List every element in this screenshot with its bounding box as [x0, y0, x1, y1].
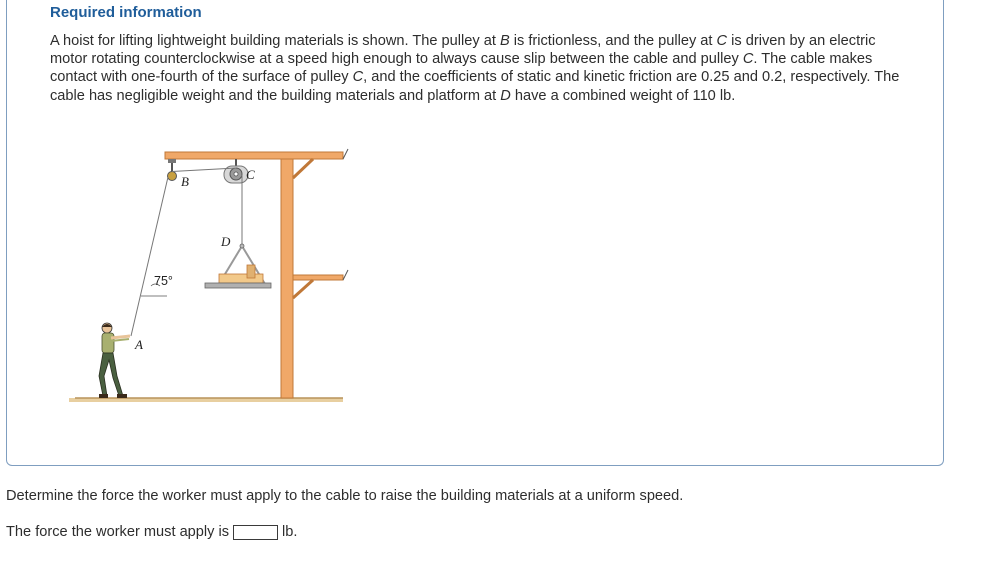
worker-left-boot — [99, 394, 108, 398]
top-beam-break — [343, 149, 348, 159]
statement-text-3: is driven by an electric motor rotating counterclockwise at a speed high enough to always cause slip between the cable and pulley — [50, 33, 876, 68]
label-c: C — [246, 167, 255, 182]
required-information-title: Required information — [50, 4, 202, 21]
answer-row — [6, 524, 297, 540]
worker-torso — [102, 333, 114, 353]
statement-text-2: is frictionless, and the pulley at — [509, 33, 717, 49]
label-d: D — [221, 234, 231, 249]
worker-right-boot — [117, 394, 127, 398]
worker-legs — [99, 353, 123, 396]
force-answer-input[interactable] — [233, 525, 278, 540]
statement-text-4: . The cable makes contact with one-fourth of the surface of pulley — [50, 51, 873, 86]
required-information-panel — [6, 0, 944, 466]
label-a: A — [135, 337, 143, 352]
top-brace — [293, 159, 313, 178]
statement-symbol-c1: C — [716, 33, 728, 49]
question-text: Determine the force the worker must apply to the cable to raise the building materials at a uniform speed. — [6, 488, 684, 504]
platform — [205, 283, 271, 288]
statement-text-5: , and the coefficients of static and kinetic friction are 0.25 and 0.2, respectively. The cable has negligible weight and the building materials and platform at — [50, 69, 900, 104]
middle-arm-break — [343, 270, 348, 280]
statement-text-6: have a combined weight of 110 lb. — [510, 87, 736, 104]
worker-arm — [111, 336, 130, 338]
hanger-ring — [240, 244, 244, 248]
statement-symbol-c3: C — [352, 69, 364, 86]
frame-top-beam — [165, 152, 343, 159]
hoist-figure — [69, 146, 353, 412]
statement-symbol-c2: C — [742, 51, 754, 68]
material-block — [247, 265, 255, 278]
statement-text-1: A hoist for lifting lightweight building materials is shown. The pulley at — [50, 33, 500, 49]
label-b: B — [181, 174, 189, 189]
worker-figure — [99, 323, 130, 398]
answer-label: The force the worker must apply is — [6, 524, 230, 540]
hoist-diagram — [69, 146, 353, 412]
pulley-b — [168, 172, 177, 181]
statement-symbol-b: B — [499, 33, 510, 49]
pulley-b-bracket — [168, 159, 176, 163]
problem-statement — [50, 32, 910, 105]
middle-brace — [293, 280, 313, 298]
frame-post — [281, 158, 293, 398]
cable-a-to-b — [131, 177, 168, 336]
answer-unit: lb. — [282, 524, 298, 540]
label-angle: 75° — [154, 274, 173, 288]
frame-middle-arm — [293, 275, 343, 280]
statement-symbol-d: D — [500, 87, 511, 104]
pulley-c-hub — [234, 172, 238, 176]
material-boards — [219, 274, 263, 283]
